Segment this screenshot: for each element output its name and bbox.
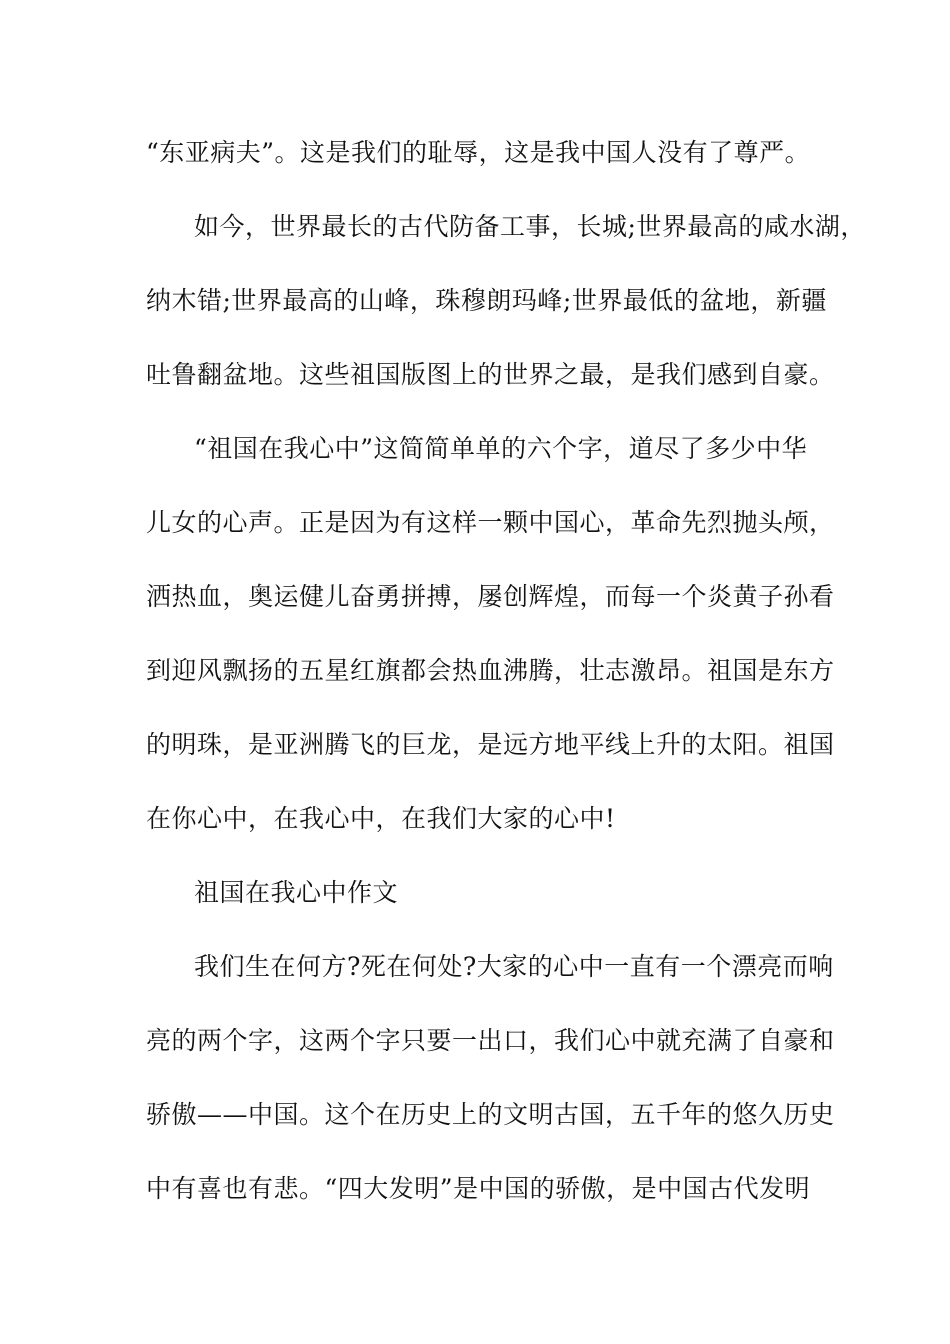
text-line: 中有喜也有悲。“四大发明”是中国的骄傲，是中国古代发明 xyxy=(146,1174,811,1203)
section-title: 祖国在我心中作文 xyxy=(194,878,399,907)
paragraph-start-line: 我们生在何方?死在何处?大家的心中一直有一个漂亮而响 xyxy=(194,952,834,981)
text-line: 亮的两个字，这两个字只要一出口，我们心中就充满了自豪和 xyxy=(146,1026,835,1055)
text-line: 纳木错;世界最高的山峰，珠穆朗玛峰;世界最低的盆地，新疆 xyxy=(146,286,827,315)
text-line: 的明珠，是亚洲腾飞的巨龙，是远方地平线上升的太阳。祖国 xyxy=(146,730,835,759)
text-line: 儿女的心声。正是因为有这样一颗中国心，革命先烈抛头颅， xyxy=(146,508,835,537)
paragraph-start-line: “祖国在我心中”这简简单单的六个字，道尽了多少中华 xyxy=(194,434,808,463)
text-line: 到迎风飘扬的五星红旗都会热血沸腾，壮志激昂。祖国是东方 xyxy=(146,656,835,685)
text-line: 骄傲——中国。这个在历史上的文明古国，五千年的悠久历史 xyxy=(146,1100,835,1129)
text-line: “东亚病夫”。这是我们的耻辱，这是我中国人没有了尊严。 xyxy=(146,138,811,167)
text-line: 洒热血，奥运健儿奋勇拼搏，屡创辉煌，而每一个炎黄子孙看 xyxy=(146,582,835,611)
text-line: 吐鲁翻盆地。这些祖国版图上的世界之最，是我们感到自豪。 xyxy=(146,360,835,389)
text-line: 在你心中，在我心中，在我们大家的心中! xyxy=(146,804,616,833)
paragraph-start-line: 如今，世界最长的古代防备工事，长城;世界最高的咸水湖， xyxy=(194,212,866,241)
